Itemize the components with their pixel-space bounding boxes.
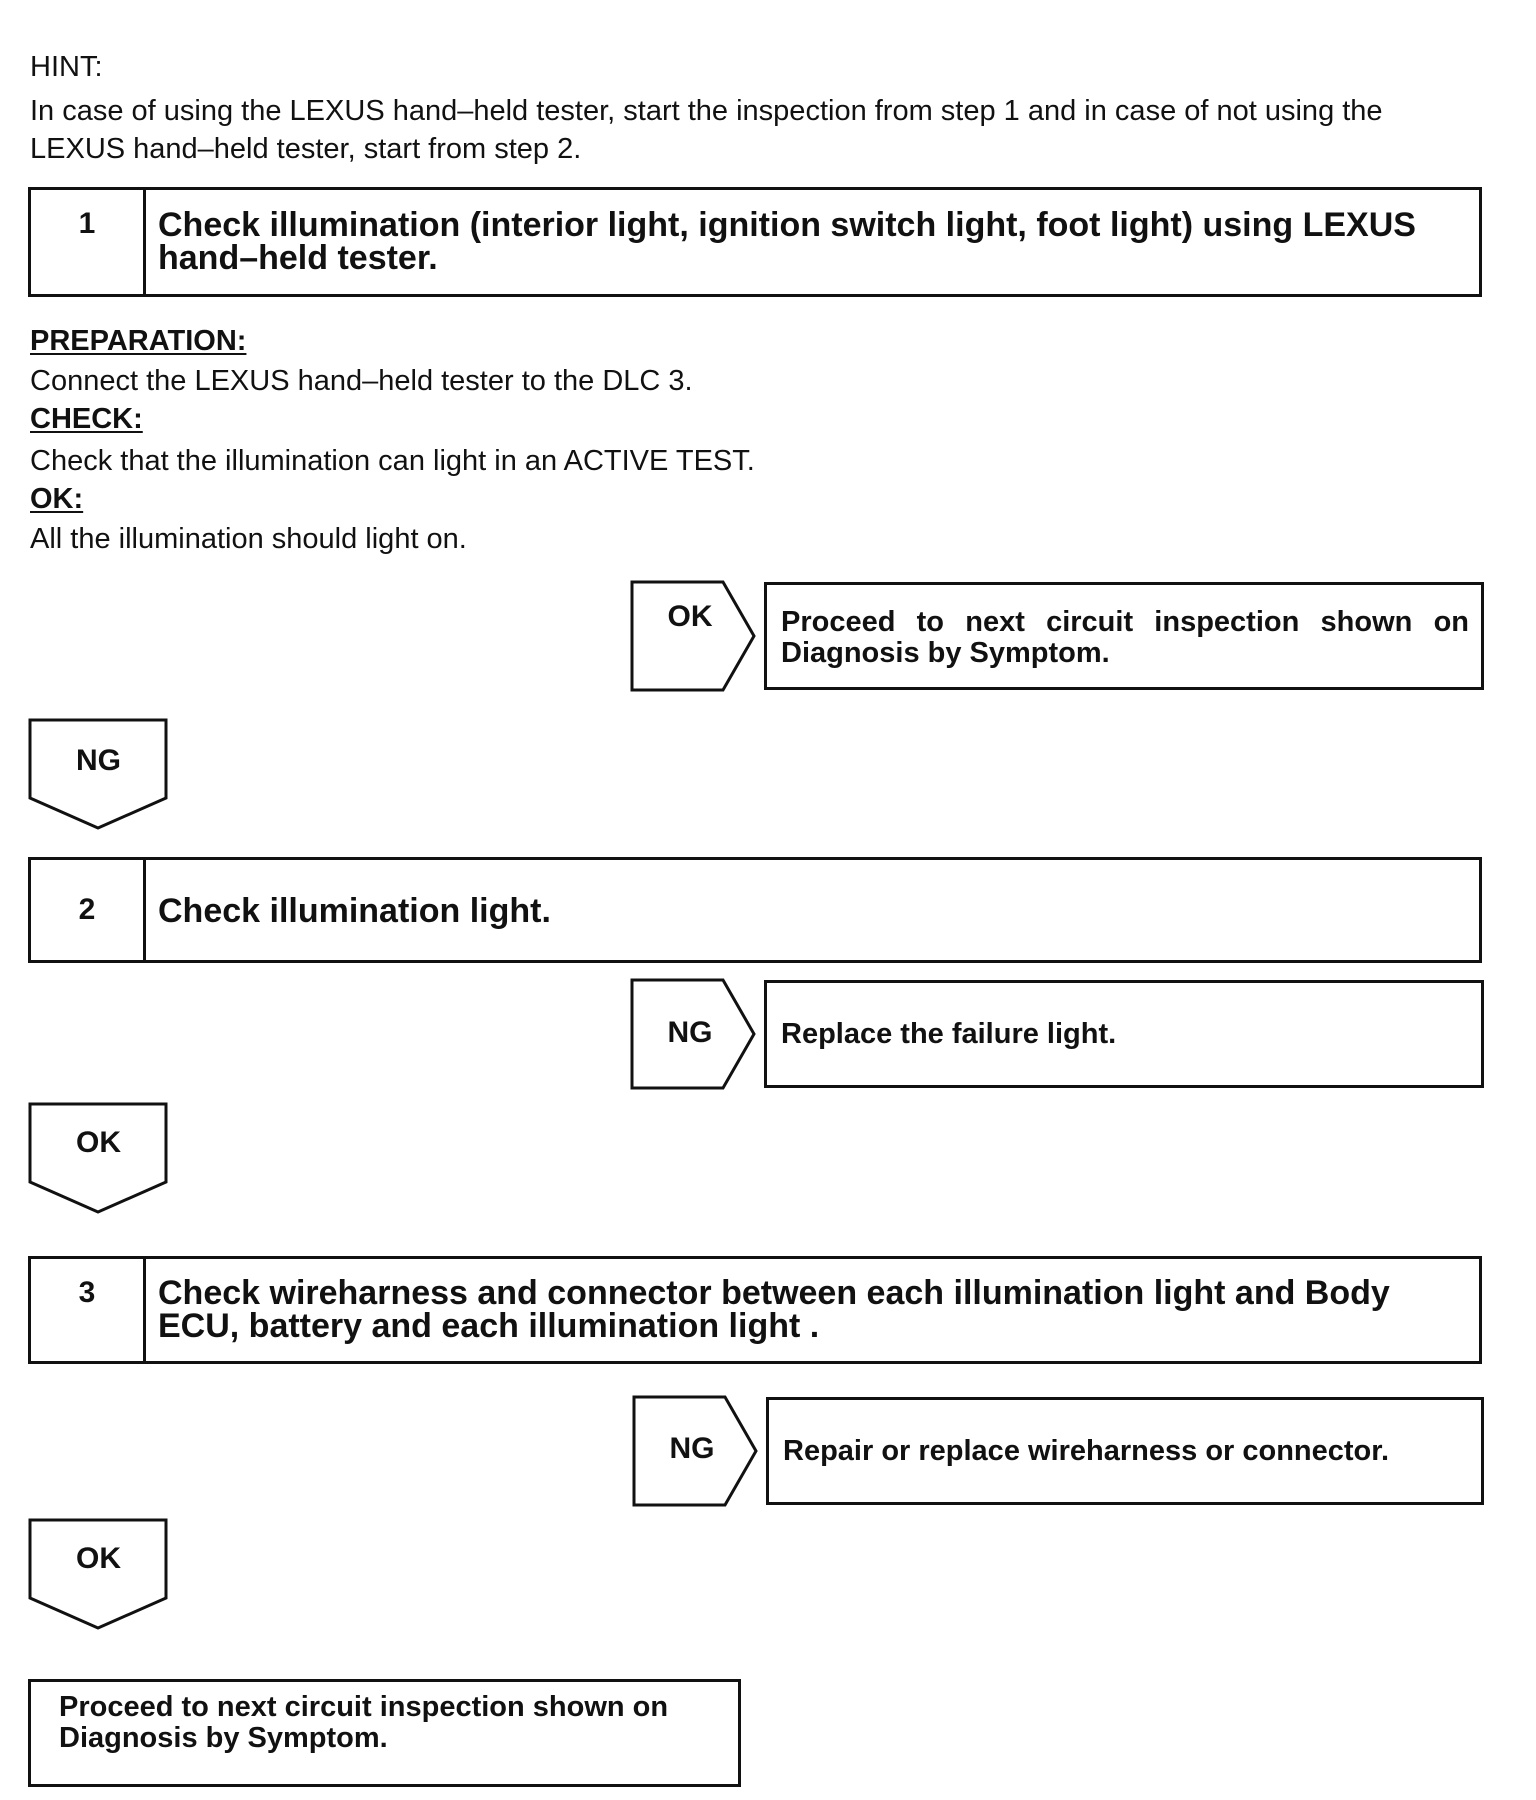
hint-text-line1: In case of using the LEXUS hand–held tester, start the inspection from step 1 and in case of not using the (30, 95, 1383, 127)
hint-text-line2: LEXUS hand–held tester, start from step 2. (30, 133, 582, 165)
step-2-ok-label: OK (76, 1126, 121, 1159)
step-2-ng-result-box: Replace the failure light. (764, 980, 1484, 1088)
final-result-box: Proceed to next circuit inspection shown on Diagnosis by Symptom. (28, 1679, 741, 1787)
step-1-ok-arrow (630, 580, 756, 692)
step-1-ng-label: NG (76, 744, 121, 777)
step-1-title: Check illumination (interior light, ignition switch light, foot light) using LEXUS hand–held tester. (158, 206, 1416, 277)
step-1-number: 1 (31, 190, 146, 294)
step-3-ng-result-box: Repair or replace wireharness or connector. (766, 1397, 1484, 1505)
check-text: Check that the illumination can light in an ACTIVE TEST. (30, 445, 755, 477)
step-3-ok-label: OK (76, 1542, 121, 1575)
step-1-ok-label: OK (667, 600, 713, 633)
step-2-box (28, 857, 1482, 963)
step-2-ng-label: NG (667, 1016, 713, 1049)
step-2-number: 2 (31, 860, 146, 960)
preparation-heading: PREPARATION: (30, 325, 247, 357)
step-3-box (28, 1256, 1482, 1364)
preparation-text: Connect the LEXUS hand–held tester to the DLC 3. (30, 365, 693, 397)
ok-spec-text: All the illumination should light on. (30, 523, 467, 555)
step-3-title: Check wireharness and connector between each illumination light and Body ECU, battery and each illumination light . (158, 1274, 1390, 1345)
hint-label: HINT: (30, 51, 103, 83)
step-1-box (28, 187, 1482, 297)
step-2-title: Check illumination light. (158, 892, 551, 930)
step-1-ok-result-box: Proceed to next circuit inspection shown on Diagnosis by Symptom. (764, 582, 1484, 690)
step-3-number: 3 (31, 1259, 146, 1361)
check-heading: CHECK: (30, 403, 143, 435)
ok-spec-heading: OK: (30, 483, 84, 515)
step-3-ng-label: NG (669, 1432, 715, 1465)
